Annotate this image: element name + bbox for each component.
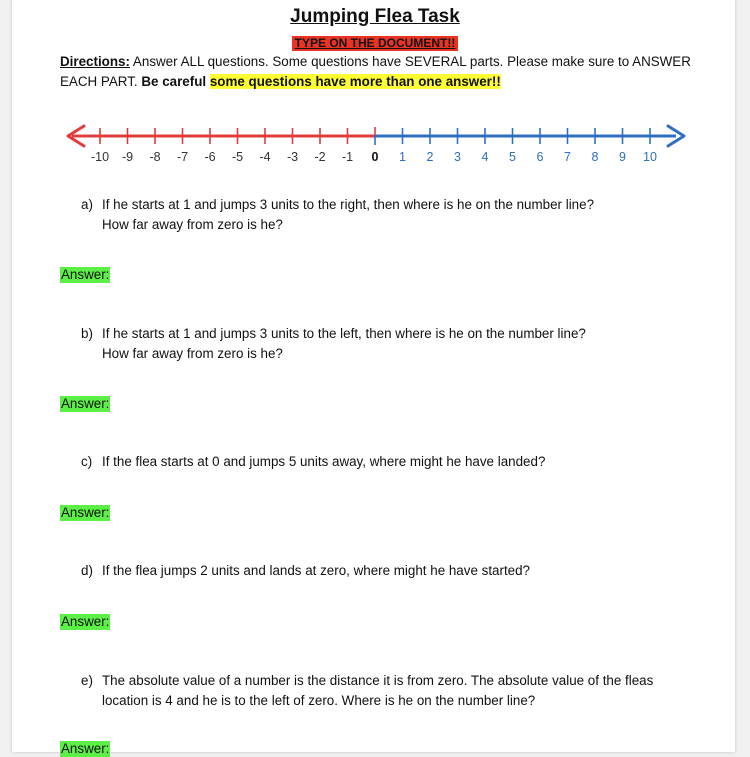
question-letter: d) [81, 563, 93, 578]
question-text: If he starts at 1 and jumps 3 units to the left, then where is he on the number line? [102, 326, 586, 341]
tick-label: -8 [149, 150, 161, 164]
answer-field-b[interactable]: Answer: [61, 396, 110, 411]
directions [60, 52, 700, 91]
tick-label: 10 [643, 150, 657, 164]
tick-label: -3 [286, 150, 299, 164]
tick-label: 9 [619, 150, 626, 164]
question-e [81, 671, 701, 710]
answer-field-a[interactable]: Answer: [61, 267, 110, 282]
question-text: If he starts at 1 and jumps 3 units to the right, then where is he on the number line? [102, 197, 595, 212]
tick-label: 4 [481, 150, 489, 164]
question-letter: e) [81, 673, 93, 688]
question-d [81, 561, 701, 581]
subtitle: TYPE ON THE DOCUMENT!! [292, 36, 459, 51]
tick-label: 8 [591, 150, 599, 164]
tick-label: 5 [509, 150, 516, 164]
subtitle-wrap [0, 34, 750, 52]
tick-label: -6 [204, 150, 216, 164]
tick-label: 1 [399, 150, 406, 164]
directions-highlight: some questions have more than one answer!! [209, 73, 501, 89]
tick-label: -4 [259, 150, 271, 164]
tick-label: 2 [426, 150, 434, 164]
directions-text: Answer ALL questions. Some questions have SEVERAL parts. Please make sure to ANSWER EACH PART. [60, 54, 691, 89]
question-text: If the flea jumps 2 units and lands at zero, where might he have started? [102, 563, 531, 578]
question-text-2: location is 4 and he is to the left of zero. Where is he on the number line? [102, 692, 536, 708]
question-letter: c) [81, 454, 93, 469]
tick-label: -9 [121, 150, 134, 164]
answer-field-c[interactable]: Answer: [61, 505, 110, 520]
tick-label: 7 [564, 150, 571, 164]
answer-field-d[interactable]: Answer: [61, 614, 110, 629]
question-letter: b) [81, 326, 93, 341]
question-b [81, 324, 701, 363]
question-text-2: How far away from zero is he? [102, 216, 283, 232]
tick-label: -5 [231, 150, 244, 164]
question-text-2: How far away from zero is he? [102, 345, 283, 361]
document-title: Jumping Flea Task [290, 6, 460, 27]
question-c [81, 452, 701, 472]
tick-label: -7 [176, 150, 189, 164]
tick-label: 3 [454, 150, 461, 164]
question-letter: a) [81, 197, 93, 212]
tick-label: 6 [536, 150, 544, 164]
tick-label: -2 [314, 150, 326, 164]
question-text: The absolute value of a number is the distance it is from zero. The absolute value of the fleas [102, 673, 654, 688]
directions-label: Directions: [60, 54, 130, 69]
question-text: If the flea starts at 0 and jumps 5 units away, where might he have landed? [102, 454, 546, 469]
tick-label: -10 [90, 150, 110, 164]
directions-bold: Be careful [141, 73, 207, 89]
tick-label: -1 [341, 150, 354, 164]
answer-field-e[interactable]: Answer: [61, 741, 110, 756]
number-line [0, 120, 750, 170]
tick-label: 0 [371, 150, 379, 164]
question-a [81, 195, 701, 234]
document-page [12, 0, 735, 752]
